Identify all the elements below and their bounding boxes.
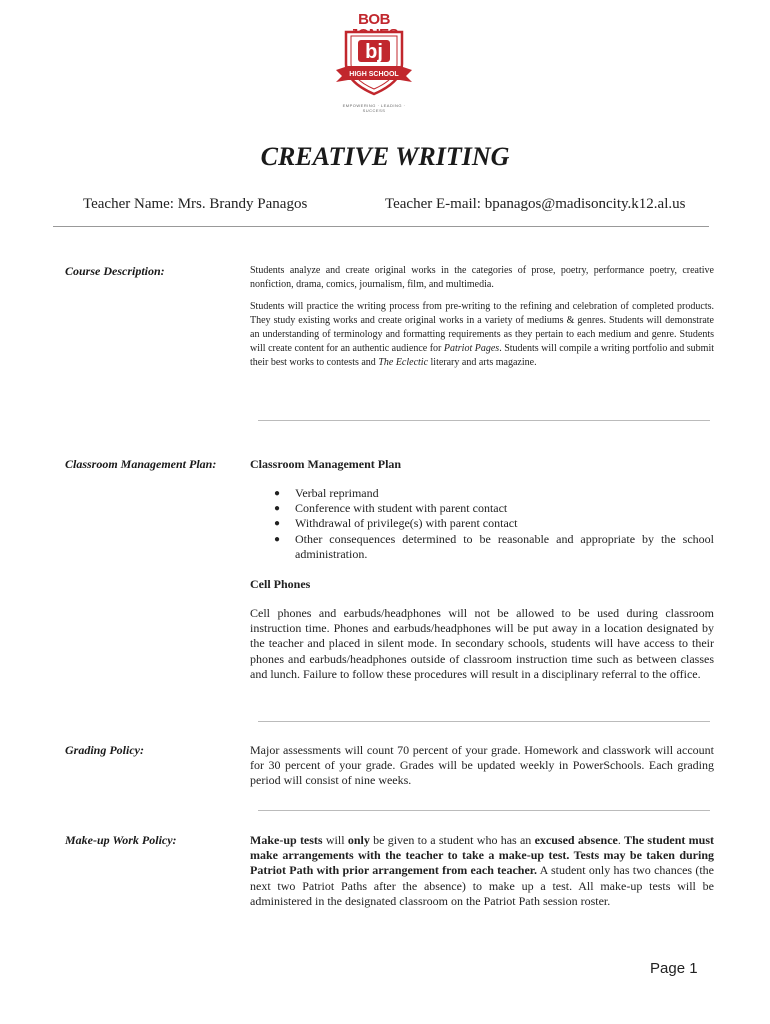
eclectic-title: The Eclectic bbox=[378, 357, 429, 368]
list-item: ● Verbal reprimand bbox=[274, 486, 379, 500]
logo-banner: HIGH SCHOOL bbox=[349, 71, 399, 78]
logo-tagline: EMPOWERING · LEADING · SUCCESS bbox=[342, 103, 406, 113]
classroom-management-label: Classroom Management Plan: bbox=[65, 457, 217, 471]
cell-phones-heading: Cell Phones bbox=[250, 577, 311, 592]
grading-policy-label: Grading Policy: bbox=[65, 743, 144, 757]
makeup-policy-text: Make-up tests will only be given to a student who has an excused absence. The student must make arrangements with the teacher to take a make-up test. Tests may be taken during Patriot Path with prior arrangement from each teacher. A student only has two chances (the next two Patriot Paths after the absence) to make up a test. All make-up tests will be administered in the designated classroom on the Patriot Path session roster. bbox=[250, 833, 715, 908]
header-divider bbox=[53, 226, 709, 227]
section-divider bbox=[258, 721, 710, 722]
section-divider bbox=[258, 420, 710, 421]
page-title: CREATIVE WRITING bbox=[260, 142, 510, 171]
grading-policy-body bbox=[250, 743, 714, 789]
page-number: Page 1 bbox=[650, 960, 698, 977]
p2-text-b: . Students will compile a writing portfolio and submit their best works to contests and bbox=[250, 343, 715, 368]
classroom-management-body bbox=[250, 457, 714, 682]
logo-mark: bj bbox=[365, 41, 383, 63]
bullet-icon: ● bbox=[274, 533, 281, 545]
grading-policy-text: Major assessments will count 70 percent of your grade. Homework and classwork will account for 30 percent of your grade. Grades will be updated weekly in PowerSchools. Each grading period will consist of nine weeks. bbox=[250, 743, 714, 788]
school-logo bbox=[334, 11, 414, 113]
p2-text-a: Students will practice the writing process from pre-writing to the refining and celebration of completed products. They study existing works and create original works in a variety of mediums & genres. Students will demonstrate an understanding of terminology and formatting requirements as they pertain to each medium and genre. Students will create content for an authentic audience for bbox=[250, 301, 714, 354]
bullet-icon: ● bbox=[274, 488, 281, 499]
consequences-list bbox=[250, 486, 714, 562]
list-item: ● Conference with student with parent contact bbox=[274, 501, 508, 516]
makeup-policy-label: Make-up Work Policy: bbox=[65, 833, 177, 847]
list-item: ● Other consequences determined to be reasonable and appropriate by the school administration. bbox=[274, 531, 714, 561]
makeup-policy-body bbox=[250, 833, 714, 909]
bullet-icon: ● bbox=[274, 503, 281, 515]
classroom-management-heading: Classroom Management Plan bbox=[250, 457, 402, 471]
logo-crest-icon bbox=[334, 26, 414, 102]
teacher-name: Teacher Name: Mrs. Brandy Panagos bbox=[83, 196, 308, 212]
course-description-label: Course Description: bbox=[65, 264, 165, 278]
cell-phones-policy: Cell phones and earbuds/headphones will not be allowed to be used during classroom instruction time. Phones and earbuds/headphones will be put away in a location designated by the teacher and placed in silent mode. In secondary schools, students will have access to their phones and earbuds/headphones outside of classroom instruction time such as between classes and lunch. Failure to follow these procedures will result in a disciplinary referral to the office. bbox=[250, 606, 714, 681]
course-description-p1: Students analyze and create original works in the categories of prose, poetry, performance poetry, creative nonfiction, drama, comics, journalism, film, and multimedia. bbox=[250, 265, 714, 290]
p2-text-c: literary and arts magazine. bbox=[428, 357, 537, 368]
section-divider bbox=[258, 810, 710, 811]
patriot-pages-title: Patriot Pages bbox=[443, 343, 500, 354]
logo-school-name: BOB bbox=[358, 11, 390, 28]
list-item: ● Withdrawal of privilege(s) with parent contact bbox=[274, 516, 518, 531]
teacher-email: Teacher E-mail: bpanagos@madisoncity.k12.al.us bbox=[385, 196, 686, 212]
course-description-p2 bbox=[250, 300, 714, 370]
course-description-body bbox=[250, 264, 714, 370]
bullet-icon: ● bbox=[274, 518, 281, 530]
